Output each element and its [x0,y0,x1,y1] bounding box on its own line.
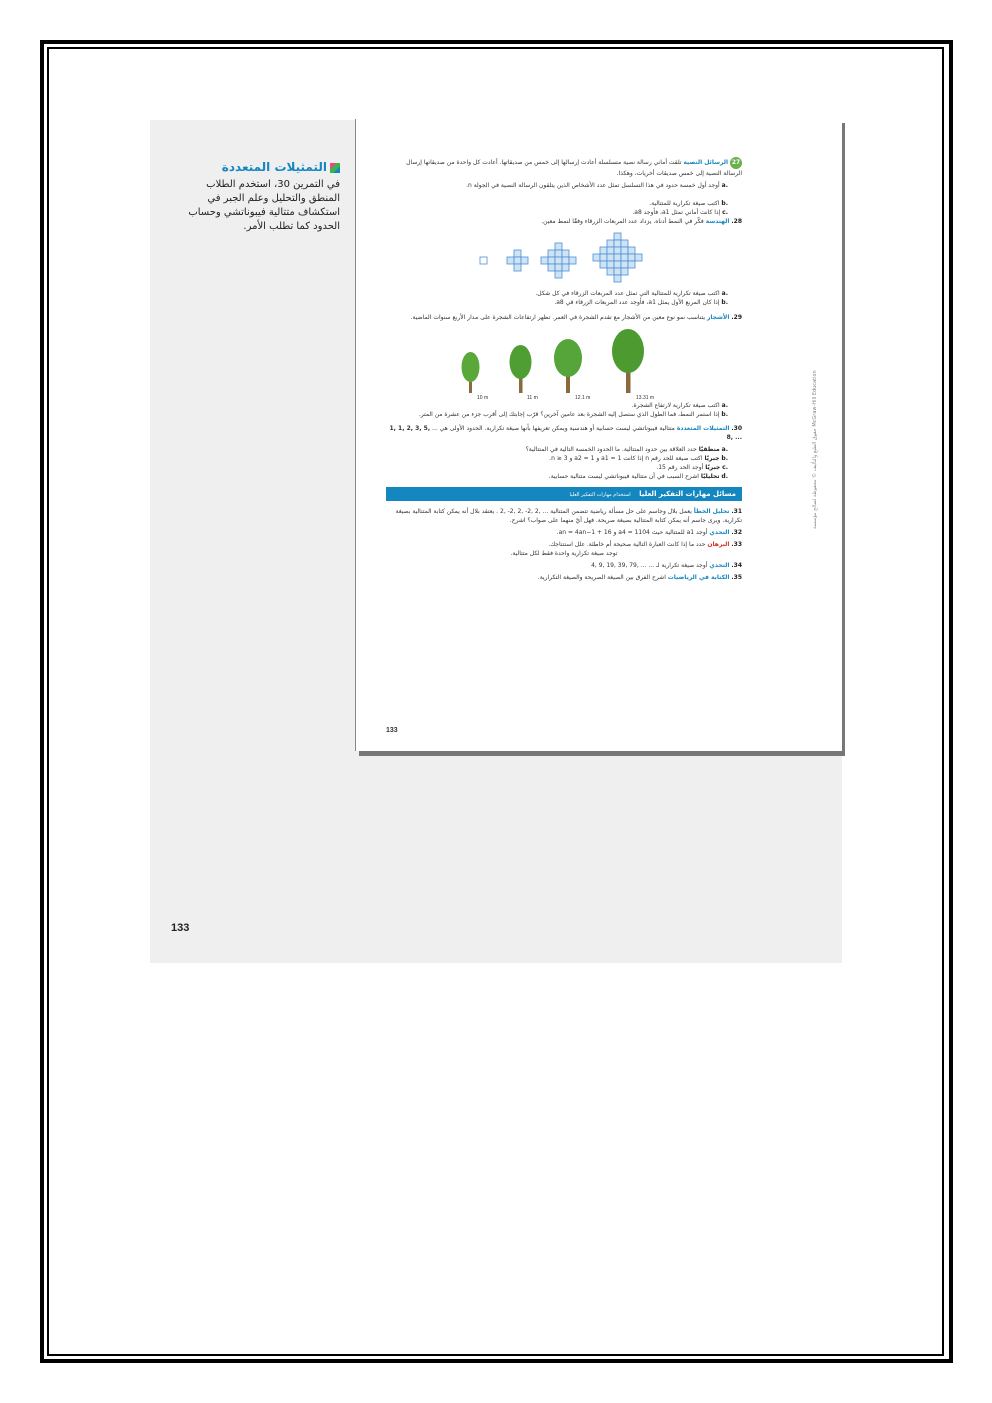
q28-a-text: اكتب صيغة تكرارية للمتتالية التي تمثل عدد المربعات الزرقاء في كل شكل. [535,290,720,297]
q32-text: أوجد a1 للمتتالية حيث a4 = 1104 و an = 4an−1 + 16. [556,529,708,536]
sidebar-title [180,160,340,174]
question-32 [386,528,742,537]
q34-keyword: التحدي [709,562,730,569]
square-pattern-svg [386,229,742,289]
question-31 [386,507,742,525]
tree-growth-figure [386,325,742,401]
q30-d: .d تحليليًا اشرح السبب في أن متتالية فيبوناتشي ليست متتالية حسابية. [548,473,728,480]
multiple-representations-icon [330,163,340,173]
q28-a: .a اكتب صيغة تكرارية للمتتالية التي تمثل عدد المربعات الزرقاء في كل شكل. [535,290,728,297]
pattern-figure-4 [593,233,642,282]
q34-number: 34. [731,562,742,569]
q30-c-label: جبريًا [705,464,721,471]
question-35 [386,573,742,582]
q27-text: تلقت أماني رسالة نصية متسلسلة أعادت إرسالها إلى خمس من صديقاتها. أعادت كل واحدة من صديقاتها إرسال الرسالة النصية إلى خمس صديقات أخريات، وهكذا. [406,159,742,177]
book-content [386,157,742,585]
tree-2 [510,345,538,401]
tree-2-label: 11 m [527,395,538,401]
q27-number: 27 [730,157,742,169]
q35-text: اشرح الفرق بين الصيغة الصريحة والصيغة التكرارية. [537,574,666,581]
q27-c-text: إذا كانت أماني تمثل a1، فأوجد a8. [632,209,721,216]
q30-b-label: جبريًا [704,455,720,462]
q27-b: .b اكتب صيغة تكرارية للمتتالية. [649,200,728,207]
q34-sequence: 4, 9, 19, 39, 79, ... [591,562,647,569]
q30-b-text: اكتب صيغة للحد رقم n إذا كانت a1 = 1 و a2 = 1 و n ≥ 3. [549,455,703,462]
hot-subtitle: استخدام مهارات التفكير العليا [569,492,631,498]
q29-a: .a اكتب صيغة تكرارية لارتفاع الشجرة. [631,402,728,409]
square-pattern-figure [386,229,742,289]
q27-b-text: اكتب صيغة تكرارية للمتتالية. [649,200,720,207]
q29-a-text: اكتب صيغة تكرارية لارتفاع الشجرة. [631,402,720,409]
q30-a: .a منطقيًا حدد العلاقة بين حدود المتتالية. ما الحدود الخمسة التالية في المتتالية؟ [525,446,728,453]
sidebar-text: في التمرين 30، استخدم الطلاب المنطق والتحليل وعلم الجبر في استكشاف متتالية فيبوناتشي وحساب الحدود كما تطلب الأمر. [188,179,340,232]
q34-text: أوجد صيغة تكرارية لـ ... [648,562,708,569]
sidebar-note [180,160,340,234]
tree-4-label: 13.31 m [636,395,655,401]
publisher-credit: حقوق الطبع والتأليف © محفوظة لصالح مؤسسة McGraw-Hill Education [812,370,818,529]
q35-keyword: الكتابة في الرياضيات [667,574,730,581]
q33-number: 33. [731,541,742,548]
trees-svg [386,325,742,401]
hot-title: مسائل مهارات التفكير العليا [639,490,736,498]
q30-c-text: أوجد الحد رقم 15. [656,464,704,471]
q27-a: .a أوجد أول خمسة حدود في هذا التسلسل تمثل عدد الأشخاص الذين يتلقون الرسالة النصية في الجولة n. [466,182,728,189]
q30-d-label: تحليليًا [700,473,720,480]
question-33 [386,540,742,558]
question-30 [386,424,742,442]
q35-number: 35. [731,574,742,581]
q31-number: 31. [731,508,742,515]
q27-c: .c إذا كانت أماني تمثل a1، فأوجد a8. [632,209,728,216]
q30-a-text: حدد العلاقة بين حدود المتتالية. ما الحدود الخمسة التالية في المتتالية؟ [525,446,697,453]
q33-text: حدد ما إذا كانت العبارة التالية صحيحة أم خاطئة. علل استنتاجك. [548,541,706,548]
q28-keyword: الهندسة [705,218,730,225]
q33-keyword: البرهان [707,541,730,548]
pattern-figure-1 [480,257,487,264]
q31-text: يعمل بلال وجاسم على حل مسألة رياضية تتضمن المتتالية ... ,2 ,2- ,2 ,2- ,2 . يعتقد بلال أنه يمكن كتابة المتتالية بصيغة تكرارية. ويرى جاسم أنه يمكن كتابة المتتالية بصيغة صريحة. فهل أيٌ منهما على صواب؟ اشرح. [395,508,742,524]
q28-text: فكّر في النمط أدناه. يزداد عدد المربعات الزرقاء وفقًا لنمط معين. [541,218,704,225]
q28-number: 28. [731,218,742,225]
q30-number: 30. [731,425,742,432]
q29-text: يتناسب نمو نوع معين من الأشجار مع تقدم الشجرة في العمر. تظهر ارتفاعات الشجرة على مدار الأربع سنوات الماضية. [410,314,706,321]
tree-4 [612,329,654,401]
q30-b: .b جبريًا اكتب صيغة للحد رقم n إذا كانت a1 = 1 و a2 = 1 و n ≥ 3. [549,455,728,462]
hot-problems-banner [386,487,742,501]
q30-keyword: التمثيلات المتعددة [676,425,730,432]
outer-page-number: 133 [171,922,190,934]
q30-c: .c جبريًا أوجد الحد رقم 15. [656,464,728,471]
q29-number: 29. [731,314,742,321]
q30-sequence: 1, 1, 2, 3, 5, 8, ... [389,425,742,441]
pattern-figure-2 [507,250,528,271]
q28-b-text: إذا كان المربع الأول يمثل a1، فأوجد عدد المربعات الزرقاء في a8. [554,299,720,306]
pattern-figure-3 [541,243,576,278]
tree-1 [462,352,489,401]
q29-keyword: الأشجار [706,314,730,321]
tree-3-label: 12.1 m [575,395,591,401]
book-page [355,119,842,751]
q30-text: متتالية فيبوناتشي ليست حسابية أو هندسية ويمكن تعريفها بأنها صيغة تكرارية. الحدود الأولى هي ... [432,425,675,432]
q28-b: .b إذا كان المربع الأول يمثل a1، فأوجد عدد المربعات الزرقاء في a8. [554,299,728,306]
q27-a-text: أوجد أول خمسة حدود في هذا التسلسل تمثل عدد الأشخاص الذين يتلقون الرسالة النصية في الجولة n. [466,182,720,189]
q31-keyword: تحليل الخطأ [693,508,730,515]
question-27 [386,157,742,178]
q29-b-text: إذا استمر النمط، فما الطول الذي ستصل إليه الشجرة بعد عامين آخرين؟ قرّب إجابتك إلى أقرب جزء من عشرة من المتر. [418,411,720,418]
question-29 [386,313,742,322]
sidebar-title-text: التمثيلات المتعددة [221,160,327,174]
question-28 [386,217,742,226]
book-page-number: 133 [386,727,398,734]
question-34 [386,561,742,570]
q33-statement: توجد صيغة تكرارية واحدة فقط لكل متتالية. [510,550,618,557]
q30-d-text: اشرح السبب في أن متتالية فيبوناتشي ليست متتالية حسابية. [548,473,699,480]
q27-keyword: الرسائل النصية [683,159,729,166]
q29-b: .b إذا استمر النمط، فما الطول الذي ستصل إليه الشجرة بعد عامين آخرين؟ قرّب إجابتك إلى أقرب جزء من عشرة من المتر. [418,411,728,418]
tree-3 [554,339,590,401]
q32-keyword: التحدي [709,529,730,536]
q30-a-label: منطقيًا [698,446,720,453]
tree-1-label: 10 m [477,395,489,401]
q32-number: 32. [731,529,742,536]
